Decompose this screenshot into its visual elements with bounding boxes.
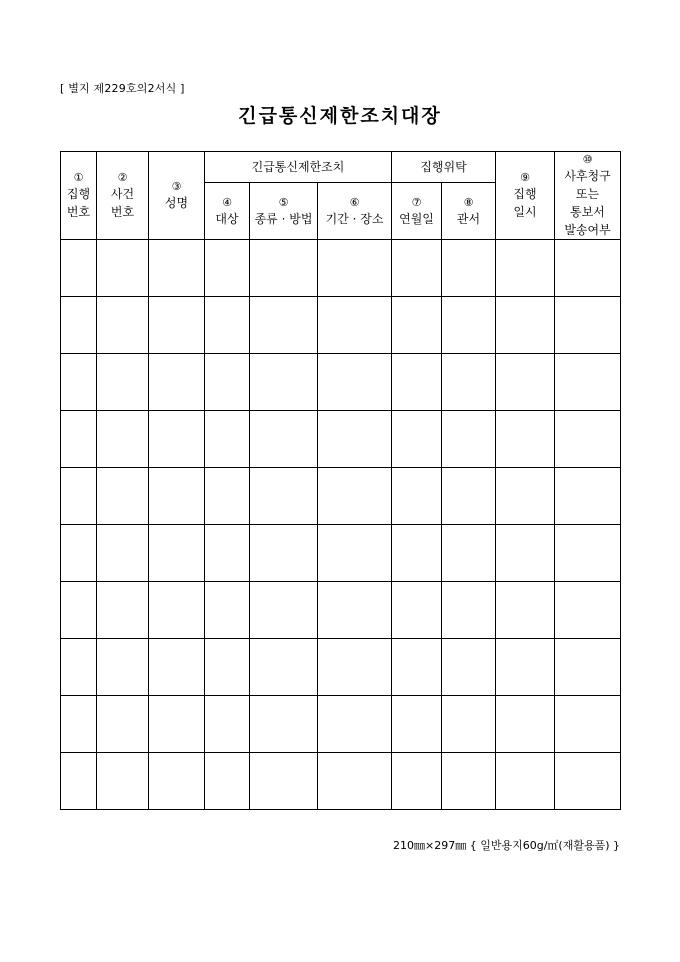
table-cell: [555, 411, 621, 468]
table-cell: [205, 696, 250, 753]
table-cell: [392, 411, 442, 468]
table-cell: [496, 297, 555, 354]
table-cell: [250, 582, 318, 639]
table-cell: [318, 639, 392, 696]
table-cell: [392, 468, 442, 525]
header-office: ⑧ 관서: [442, 183, 496, 240]
table-cell: [318, 297, 392, 354]
table-cell: [149, 525, 205, 582]
table-cell: [250, 411, 318, 468]
table-cell: [318, 411, 392, 468]
table-cell: [392, 354, 442, 411]
table-cell: [496, 468, 555, 525]
table-cell: [496, 411, 555, 468]
table-cell: [318, 753, 392, 810]
table-cell: [97, 411, 149, 468]
table-cell: [442, 525, 496, 582]
table-cell: [496, 240, 555, 297]
table-cell: [555, 468, 621, 525]
table-cell: [149, 696, 205, 753]
table-cell: [442, 753, 496, 810]
table-row: [61, 582, 621, 639]
header-case-number: ② 사건 번호: [97, 152, 149, 240]
table-cell: [250, 525, 318, 582]
table-cell: [496, 639, 555, 696]
table-cell: [97, 240, 149, 297]
table-cell: [318, 240, 392, 297]
table-cell: [97, 297, 149, 354]
header-execution-datetime: ⑨ 집행 일시: [496, 152, 555, 240]
table-cell: [555, 582, 621, 639]
table-cell: [318, 582, 392, 639]
table-cell: [97, 696, 149, 753]
header-target: ④ 대상: [205, 183, 250, 240]
table-cell: [392, 240, 442, 297]
table-cell: [496, 696, 555, 753]
table-cell: [149, 639, 205, 696]
table-cell: [149, 582, 205, 639]
header-date: ⑦ 연월일: [392, 183, 442, 240]
header-group-execution-commission: 집행위탁: [392, 152, 496, 183]
form-number-label: [ 별지 제229호의2서식 ]: [60, 82, 185, 95]
table-cell: [555, 696, 621, 753]
table-cell: [149, 240, 205, 297]
table-cell: [97, 639, 149, 696]
header-name: ③ 성명: [149, 152, 205, 240]
paper-spec-note: 210㎜×297㎜ { 일반용지60g/㎡(재활용품) }: [393, 839, 620, 852]
table-cell: [61, 639, 97, 696]
table-cell: [205, 639, 250, 696]
table-cell: [97, 582, 149, 639]
table-cell: [250, 354, 318, 411]
table-cell: [250, 639, 318, 696]
table-cell: [496, 582, 555, 639]
table-row: [61, 411, 621, 468]
table-cell: [61, 696, 97, 753]
register-body: [61, 240, 621, 810]
table-cell: [61, 468, 97, 525]
table-cell: [392, 639, 442, 696]
table-cell: [205, 354, 250, 411]
table-cell: [205, 240, 250, 297]
table-cell: [442, 240, 496, 297]
table-cell: [61, 525, 97, 582]
table-cell: [555, 639, 621, 696]
table-cell: [392, 753, 442, 810]
table-cell: [61, 411, 97, 468]
table-cell: [392, 582, 442, 639]
table-row: [61, 639, 621, 696]
table-cell: [555, 354, 621, 411]
table-cell: [442, 411, 496, 468]
table-cell: [149, 753, 205, 810]
table-row: [61, 354, 621, 411]
table-cell: [442, 696, 496, 753]
table-cell: [149, 468, 205, 525]
table-cell: [205, 297, 250, 354]
table-cell: [318, 468, 392, 525]
table-cell: [442, 354, 496, 411]
table-cell: [496, 354, 555, 411]
table-cell: [392, 696, 442, 753]
table-cell: [149, 354, 205, 411]
table-cell: [442, 582, 496, 639]
table-cell: [318, 354, 392, 411]
table-cell: [97, 753, 149, 810]
table-cell: [392, 297, 442, 354]
header-type-method: ⑤ 종류 · 방법: [250, 183, 318, 240]
table-cell: [205, 525, 250, 582]
header-execution-number: ① 집행 번호: [61, 152, 97, 240]
table-cell: [250, 753, 318, 810]
table-cell: [555, 240, 621, 297]
table-row: [61, 525, 621, 582]
header-row-top: [61, 152, 621, 183]
table-cell: [442, 468, 496, 525]
header-group-emergency-measure: 긴급통신제한조치: [205, 152, 392, 183]
table-cell: [318, 525, 392, 582]
table-cell: [392, 525, 442, 582]
header-notice-status: ⑩ 사후청구 또는 통보서 발송여부: [555, 152, 621, 240]
table-cell: [97, 354, 149, 411]
table-cell: [97, 468, 149, 525]
table-row: [61, 696, 621, 753]
table-cell: [250, 297, 318, 354]
document-title: 긴급통신제한조치대장: [238, 105, 442, 127]
table-cell: [61, 354, 97, 411]
table-cell: [442, 297, 496, 354]
table-cell: [250, 468, 318, 525]
table-cell: [250, 240, 318, 297]
table-row: [61, 297, 621, 354]
table-cell: [149, 297, 205, 354]
table-cell: [205, 582, 250, 639]
table-cell: [205, 468, 250, 525]
table-row: [61, 240, 621, 297]
table-row: [61, 753, 621, 810]
table-cell: [149, 411, 205, 468]
table-cell: [61, 297, 97, 354]
table-cell: [555, 297, 621, 354]
table-cell: [61, 753, 97, 810]
table-cell: [496, 525, 555, 582]
table-cell: [250, 696, 318, 753]
table-cell: [555, 753, 621, 810]
table-row: [61, 468, 621, 525]
table-cell: [496, 753, 555, 810]
table-cell: [318, 696, 392, 753]
table-cell: [61, 240, 97, 297]
header-period-place: ⑥ 기간 · 장소: [318, 183, 392, 240]
table-cell: [205, 753, 250, 810]
emergency-restriction-register-table: [60, 151, 621, 810]
table-cell: [61, 582, 97, 639]
table-cell: [97, 525, 149, 582]
table-cell: [442, 639, 496, 696]
table-cell: [555, 525, 621, 582]
table-cell: [205, 411, 250, 468]
